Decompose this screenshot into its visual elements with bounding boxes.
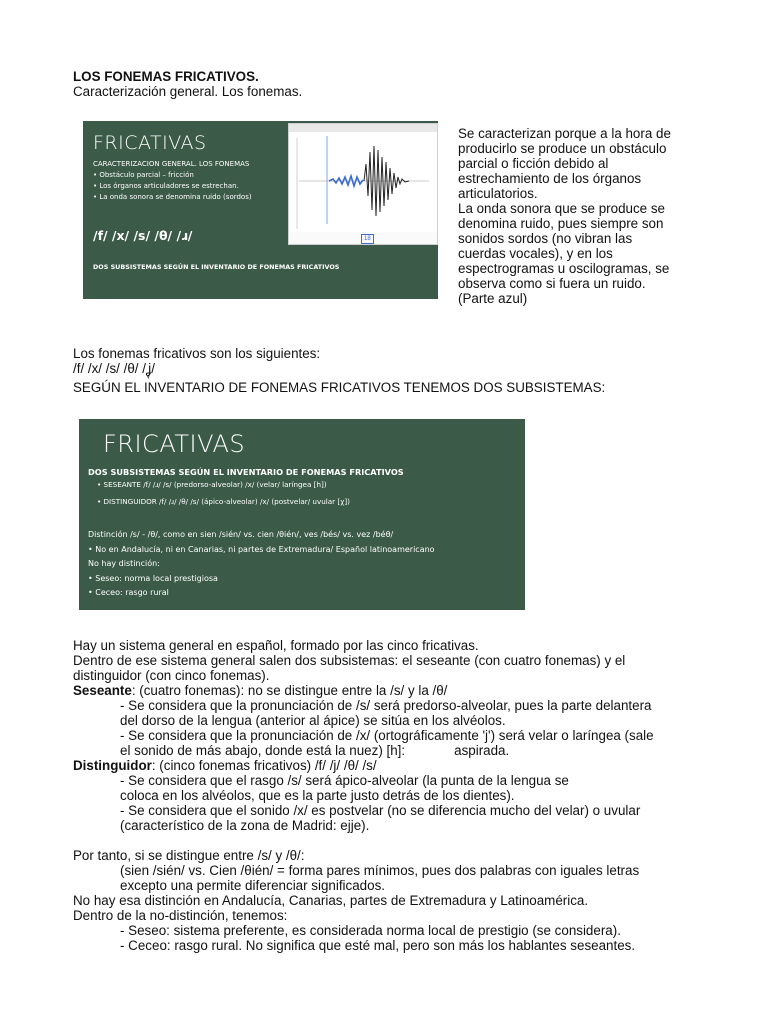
slide-text-block (93, 159, 252, 203)
indented-line: del dorso de la lengua (anterior al ápice) se sitúa en los alvéolos. (120, 713, 506, 728)
slide-line: Distinción /s/ - /θ/, como en sien /sién/ vs. cien /θién/, ves /bés/ vs. vez /béθ/ (88, 530, 394, 539)
paragraph-line: Por tanto, si se distingue entre /s/ y /θ/: (73, 848, 305, 863)
paragraph-line: distinguidor (con cinco fonemas). (73, 668, 270, 683)
indented-line: - Ceceo: rasgo rural. No significa que esté mal, pero son más los hablantes seseantes. (120, 938, 636, 953)
middle-text (73, 346, 605, 395)
side-line: (Parte azul) (458, 291, 528, 306)
body-text (73, 638, 713, 953)
waveform-label: 18 (361, 234, 374, 244)
indented-line: coloca en los alvéolos, que es la parte justo detrás de los dientes). (120, 788, 515, 803)
side-line: articulatorios. (458, 186, 538, 201)
paragraph-line: No hay esa distinción en Andalucía, Canarias, partes de Extremadura y Latinoamérica. (73, 893, 589, 908)
side-line: estrechamiento de los órganos (458, 171, 642, 186)
middle-line: Los fonemas fricativos son los siguientes: (73, 346, 321, 361)
side-line: sonidos sordos (no vibran las (458, 231, 633, 246)
side-line: denomina ruido, pues siempre son (458, 216, 664, 231)
side-line: parcial o ficción debido al (458, 156, 609, 171)
slide-line: • No en Andalucía, ni en Canarias, ni partes de Extremadura/ Español latinoamericano (88, 544, 435, 554)
side-description (458, 126, 708, 306)
slide-line: No hay distinción: (88, 559, 160, 568)
indented-line: (sien /sién/ vs. Cien /θién/ = forma pares mínimos, pues dos palabras con iguales letras (120, 863, 640, 878)
slide-title: FRICATIVAS (93, 132, 207, 154)
paragraph-line: Hay un sistema general en español, formado por las cinco fricativas. (73, 638, 479, 653)
page-title: LOS FONEMAS FRICATIVOS. (73, 69, 259, 84)
side-line: producirlo se produce un obstáculo (458, 141, 667, 156)
seseante-label: Seseante (73, 683, 132, 698)
side-line: espectrogramas u oscilogramas, se (458, 261, 670, 276)
indented-line: excepto una permite diferenciar significados. (120, 878, 385, 893)
side-line: Se caracterizan porque a la hora de (458, 126, 671, 141)
slide-fricativas-1 (83, 121, 438, 299)
slide-title: FRICATIVAS (103, 430, 246, 458)
paragraph-line: Dentro de ese sistema general salen dos subsistemas: el seseante (con cuatro fonemas) y el (73, 653, 626, 668)
indented-line (73, 743, 713, 758)
slide-line: CARACTERIZACION GENERAL. LOS FONEMAS (93, 160, 250, 168)
paragraph-line: Dentro de la no-distinción, tenemos: (73, 908, 288, 923)
indented-line: - Se considera que el sonido /x/ es postvelar (no se diferencia mucho del velar) o uvular (120, 803, 641, 818)
page-subtitle: Caracterización general. Los fonemas. (73, 84, 303, 99)
slide-line: • Ceceo: rasgo rural (88, 588, 169, 597)
waveform-graphic (289, 124, 437, 244)
side-line: observa como si fuera un ruido. (458, 276, 646, 291)
slide-bullet: • DISTINGUIDOR /f/ /ɹ/ /θ/ /s/ (ápico-alveolar) /x/ (postvelar/ uvular [χ]) (97, 497, 350, 506)
slide-footer: DOS SUBSISTEMAS SEGÚN EL INVENTARIO DE FONEMAS FRICATIVOS (93, 263, 340, 271)
slide-phonemes: /f/ /x/ /s/ /θ/ /ɹ/ (93, 228, 193, 243)
indented-line: - Se considera que la pronunciación de /x/ (ortográficamente 'j') será velar o laríngea (sale (120, 728, 654, 743)
side-line: cuerdas vocales), y en los (458, 246, 613, 261)
slide-bullet: • SESEANTE /f/ /ɹ/ /s/ (predorso-alveolar) /x/ (velar/ laríngea [h]) (97, 480, 327, 489)
indented-line: - Seseo: sistema preferente, es considerada norma local de prestigio (se considera). (120, 923, 621, 938)
slide-subtitle: DOS SUBSISTEMAS SEGÚN EL INVENTARIO DE FONEMAS FRICATIVOS (88, 467, 404, 477)
indented-text: aspirada. (454, 743, 510, 758)
slide-fricativas-2 (79, 419, 525, 610)
middle-line: SEGÚN EL INVENTARIO DE FONEMAS FRICATIVOS TENEMOS DOS SUBSISTEMAS: (73, 380, 606, 395)
waveform-panel (288, 123, 438, 245)
distinguidor-text: : (cinco fonemas fricativos) /f/ /j/ /θ/ /s/ (151, 758, 377, 773)
slide-line: • Obstáculo parcial – fricción (93, 171, 194, 179)
indented-line: (característico de la zona de Madrid: ejje). (120, 818, 370, 833)
slide-line: • La onda sonora se denomina ruido (sordos) (93, 193, 252, 201)
distinguidor-heading (73, 758, 713, 773)
middle-line: /f/ /x/ /s/ /θ/ /ʝ̞/ (73, 361, 155, 376)
indented-line: - Se considera que la pronunciación de /s/ será predorso-alveolar, pues la parte delantera (120, 698, 652, 713)
slide-text-block (88, 528, 435, 601)
side-line: La onda sonora que se produce se (458, 201, 665, 216)
slide-line: • Seseo: norma local prestigiosa (88, 573, 218, 583)
distinguidor-label: Distinguidor (73, 758, 152, 773)
slide-line: • Los órganos articuladores se estrechan. (93, 182, 239, 190)
seseante-heading (73, 683, 713, 698)
seseante-text: : (cuatro fonemas): no se distingue entre la /s/ y la /θ/ (131, 683, 448, 698)
indented-line: - Se considera que el rasgo /s/ será ápico-alveolar (la punta de la lengua se (120, 773, 569, 788)
indented-text: el sonido de más abajo, donde está la nuez) [h]: (120, 743, 406, 758)
